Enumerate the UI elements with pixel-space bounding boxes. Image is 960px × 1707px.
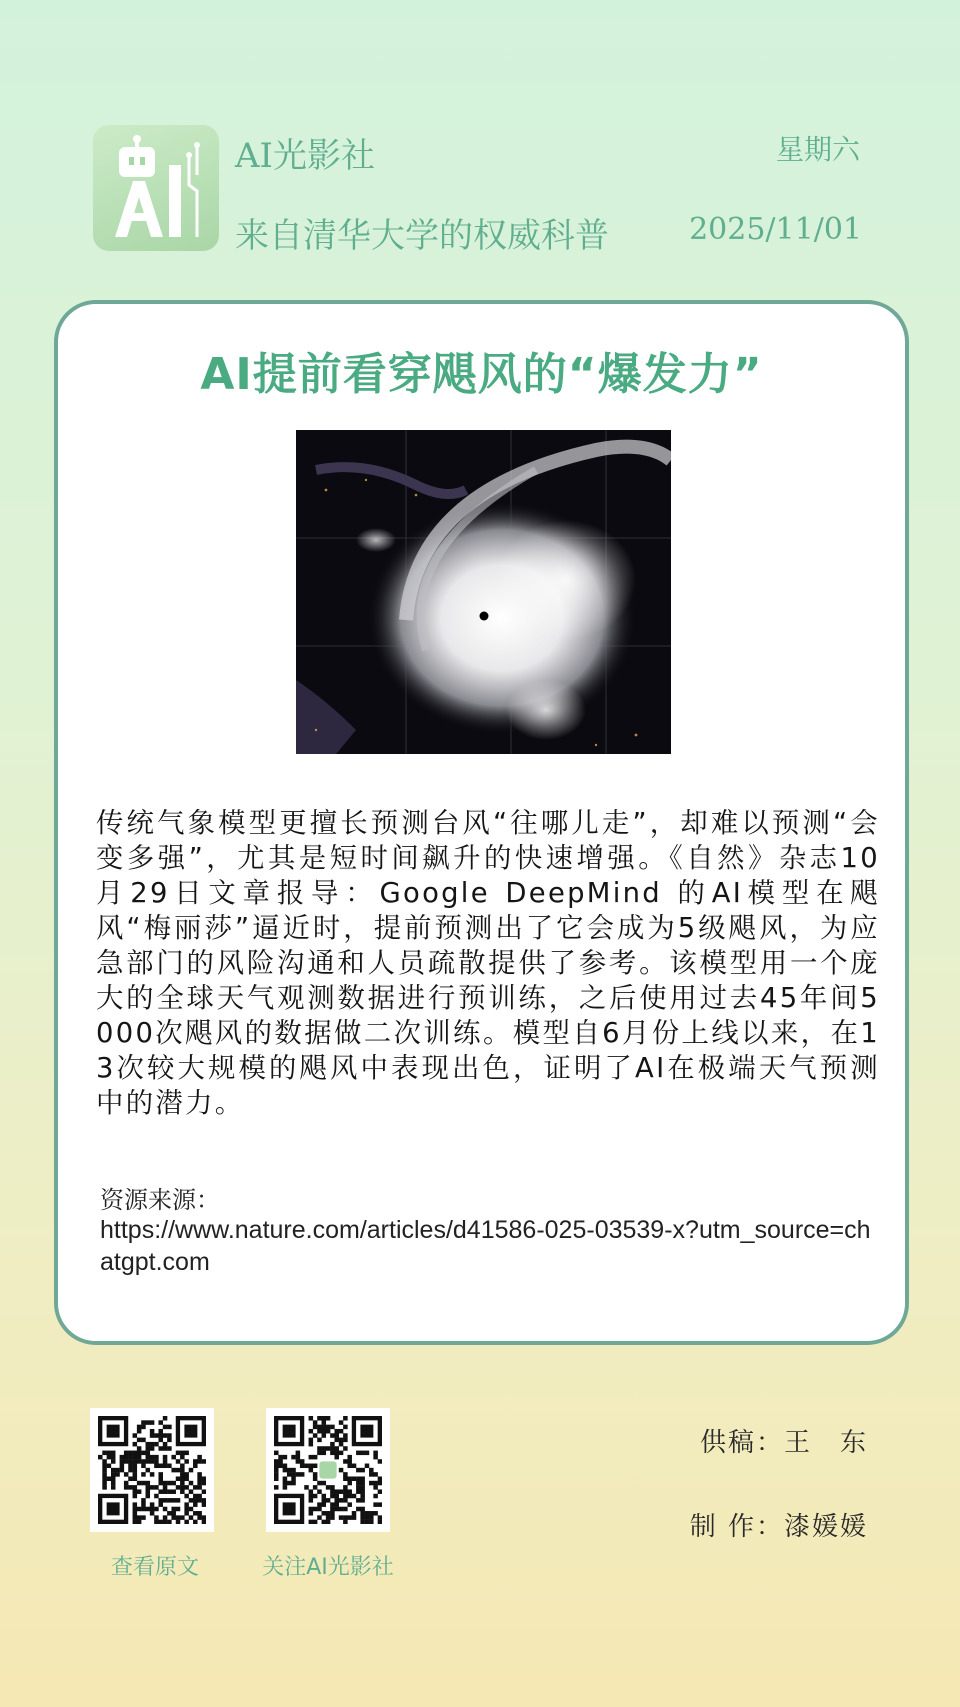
brand-name: AI光影社 xyxy=(235,136,375,176)
date: 2025/11/01 xyxy=(689,212,862,247)
article-body: 传统气象模型更擅长预测台风“往哪儿走”，却难以预测“会变多强”，尤其是短时间飙升的快速增强。《自然》杂志10月29日文章报导：Google DeepMind 的AI模型在飓风“梅丽莎”逼近时，提前预测出了它会成为5级飓风，为应急部门的风险沟通和人员疏散提供了参考。该模型用一个庞大的全球天气观测数据进行预训练，之后使用过去45年间5000次飓风的数据做二次训练。模型自6月份上线以来，在13次较大规模的飓风中表现出色，证明了AI在极端天气预测中的潜力。 xyxy=(96,808,880,1119)
credit-producer: 制 作：漆媛媛 xyxy=(689,1512,868,1542)
brand-tagline: 来自清华大学的权威科普 xyxy=(235,216,609,256)
article-card xyxy=(54,300,909,1345)
qr-code-icon xyxy=(98,1416,206,1524)
credit-author: 供稿：王 东 xyxy=(699,1428,868,1458)
header xyxy=(0,0,960,300)
qr-code-icon xyxy=(274,1416,382,1524)
source-url-link[interactable]: https://www.nature.com/articles/d41586-025-03539-x?utm_source=chatgpt.com xyxy=(100,1216,871,1276)
qr-code-follow[interactable] xyxy=(266,1408,390,1532)
qr-original-caption: 查看原文 xyxy=(110,1555,199,1580)
article-title: AI提前看穿飓风的“爆发力” xyxy=(200,349,763,400)
qr-follow-caption: 关注AI光影社 xyxy=(262,1555,394,1580)
ai-robot-logo-icon xyxy=(93,125,219,251)
hurricane-satellite-image xyxy=(296,430,671,754)
source-label: 资源来源： xyxy=(100,1186,220,1214)
weekday: 星期六 xyxy=(775,133,860,166)
qr-code-original[interactable] xyxy=(90,1408,214,1532)
